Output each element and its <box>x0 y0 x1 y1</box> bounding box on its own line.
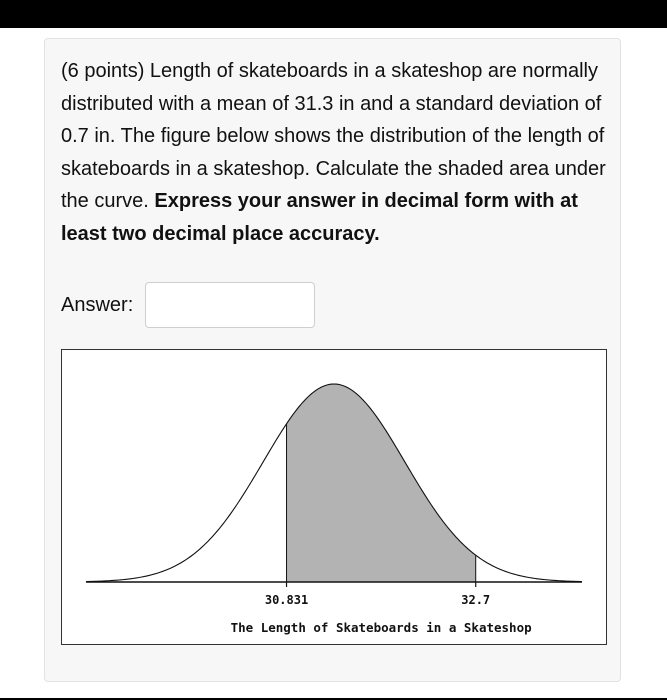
answer-input[interactable] <box>145 282 315 328</box>
shaded-area <box>287 384 476 582</box>
x-axis-title: The Length of Skateboards in a Skateshop <box>230 620 532 635</box>
answer-label: Answer: <box>61 293 134 316</box>
question-text <box>61 55 611 250</box>
normal-distribution-figure <box>61 349 607 645</box>
normal-curve-chart <box>62 350 606 644</box>
answer-row <box>61 281 315 329</box>
question-instruction: Express your answer in decimal form with at least two decimal place accuracy. <box>61 190 578 245</box>
tick-label-upper: 32.7 <box>461 593 491 607</box>
page <box>0 28 667 698</box>
tick-label-lower: 30.831 <box>264 593 309 607</box>
question-card <box>44 38 621 682</box>
question-body: (6 points) Length of skateboards in a skateshop are normally distributed with a mean of 31.3 in and a standard deviation of 0.7 in. The figure below shows the distribution of the length of skateboards in a skateshop. Calculate the shaded area under the curve. <box>61 60 606 212</box>
